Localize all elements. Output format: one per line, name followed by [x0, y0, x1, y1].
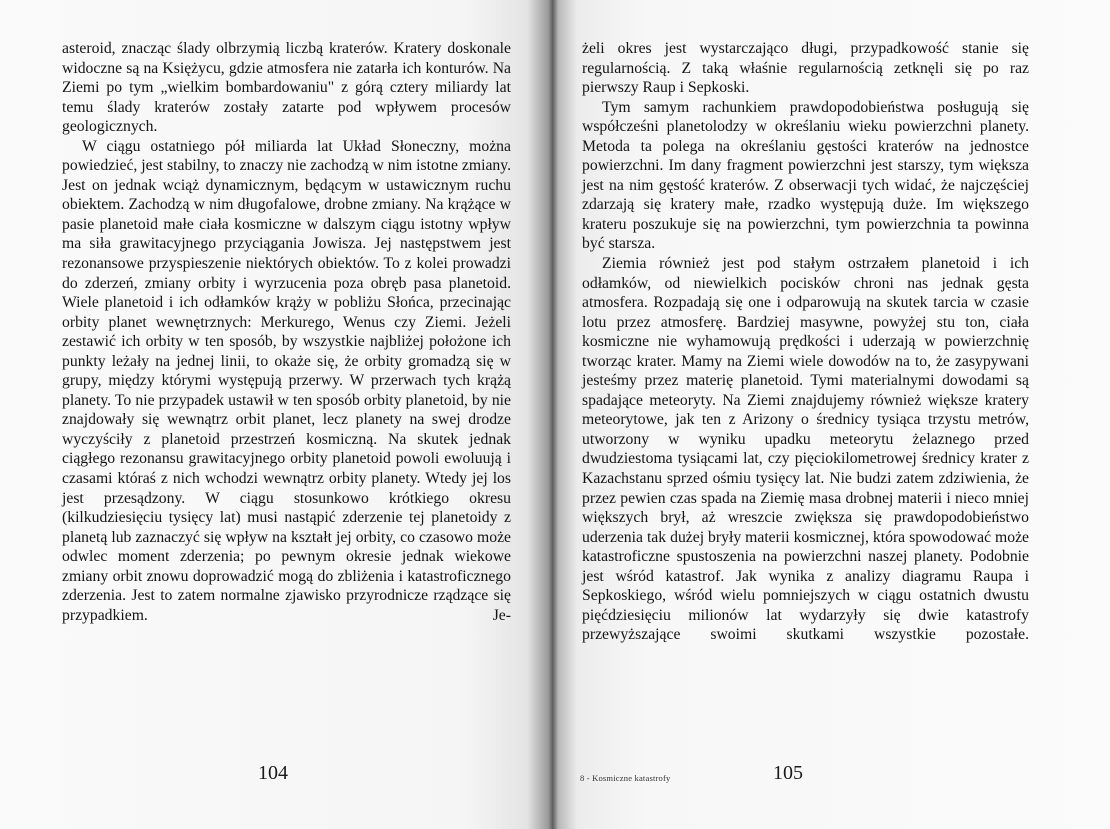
right-page-number: 105: [773, 762, 803, 784]
right-paragraph-2: Tym samym rachunkiem prawdopodobieństwa posługują się współcześni planetolodzy w określaniu wieku powierzchni planety. Metoda ta polega na określaniu gęstości kraterów na jednostce powierzchni. Im dany fragment powierzchni jest starszy, tym większa jest na nim gęstość kraterów. Z obserwacji tych widać, że najczęściej zdarzają się kratery małe, rzadko występują duże. Im większego krateru poszukuje się na powierzchni, tym powierzchnia ta powinna być starsza.: [582, 98, 1029, 253]
left-page-number: 104: [258, 762, 288, 784]
signature-mark: 8 - Kosmiczne katastrofy: [580, 773, 671, 783]
right-paragraph-3: Ziemia również jest pod stałym ostrzałem planetoid i ich odłamków, od niewielkich pocisków chroni nas jednak gęsta atmosfera. Rozpadają się one i odparowują na skutek tarcia w czasie lotu przez atmosferę. Bardziej masywne, powyżej stu ton, ciała kosmiczne nie wyhamowują prędkości i uderzają w powierzchnię tworząc krater. Mamy na Ziemi wiele dowodów na to, że zasypywani jesteśmy przez materię planetoid. Tymi materialnymi dowodami są spadające meteoryty. Na Ziemi znajdujemy również większe kratery meteorytowe, jak ten z Arizony o średnicy tysiąca trzystu metrów, utworzony w wyniku upadku meteorytu żelaznego przed dwudziestoma tysiącami lat, czy pięciokilometrowej średnicy krater z Kazachstanu sprzed ośmiu tysięcy lat. Nie budzi zatem zdziwienia, że przez pewien czas spada na Ziemię masa drobnej materii i nieco mniej większych brył, aż wreszcie zwiększa się prawdopodobieństwo uderzenia tak dużej bryły materii kosmicznej, która spowodować może katastroficzne spustoszenia na powierzchni naszej planety. Podobnie jest wśród katastrof. Jak wynika z analizy diagramu Raupa i Sepkoskiego, wśród wielu pomniejszych w ciągu ostatnich dwustu pięćdziesięciu milionów lat wydarzyły się dwie katastrofy przewyższające swoimi skutkami wszystkie pozostałe.: [582, 255, 1029, 644]
left-paragraph-2: W ciągu ostatniego pół miliarda lat Układ Słoneczny, można powiedzieć, jest stabilny, to znaczy nie zachodzą w nim istotne zmiany. Jest on jednak wciąż dynamicznym, będącym w ustawicznym ruchu obiektem. Zachodzą w nim długofalowe, drobne zmiany. Na krążące w pasie planetoid małe ciała kosmiczne w dalszym ciągu istotny wpływ ma siła grawitacyjnego przyciągania Jowisza. Jej następstwem jest rezonansowe przyspieszenie niektórych obiektów. To z kolei prowadzi do zderzeń, zmiany orbity i wyrzucenia poza obręb pasa planetoid. Wiele planetoid i ich odłamków krąży w pobliżu Słońca, przecinając orbity planet wewnętrznych: Merkurego, Wenus czy Ziemi. Jeżeli zestawić ich orbity w ten sposób, by wszystkie najbliżej położone ich punkty leżały na jednej linii, to okaże się, że orbity gromadzą się w grupy, między którymi występują przerwy. W przerwach tych krążą planety. To nie przypadek ustawił w ten sposób orbity planetoid, by nie znajdowały się wewnątrz orbit planet, lecz planety na swej drodze wyczyściły z planetoid przestrzeń kosmiczną. Na skutek jednak ciągłego rezonansu grawitacyjnego orbity planetoid powoli ewoluują i czasami któraś z nich wchodzi wewnątrz orbity planety. Wtedy jej los jest przesądzony. W ciągu stosunkowo krótkiego okresu (kilkudziesięciu tysięcy lat) musi nastąpić zderzenie tej planetoidy z planetą lub zaznaczyć się wpływ na kształt jej orbity, co czasowo może odwlec moment zderzenia; po pewnym okresie jednak wiekowe zmiany orbit znowu doprowadzić mogą do zbliżenia i katastroficznego zderzenia. Jest to zatem normalne zjawisko przyrodnicze rządzące się przypadkiem. Je-: [62, 137, 511, 624]
left-page: [62, 39, 511, 625]
right-page: [582, 39, 1029, 645]
left-paragraph-1: asteroid, znacząc ślady olbrzymią liczbą kraterów. Kratery doskonale widoczne są na Księżycu, gdzie atmosfera nie zatarła ich konturów. Na Ziemi po tym „wielkim bombardowaniu" z górą cztery miliardy lat temu ślady kraterów zostały zatarte pod wpływem procesów geologicznych.: [62, 40, 511, 136]
right-paragraph-1: żeli okres jest wystarczająco długi, przypadkowość stanie się regularnością. Z taką właśnie regularnością zetknęli się po raz pierwszy Raup i Sepkoski.: [582, 40, 1029, 97]
